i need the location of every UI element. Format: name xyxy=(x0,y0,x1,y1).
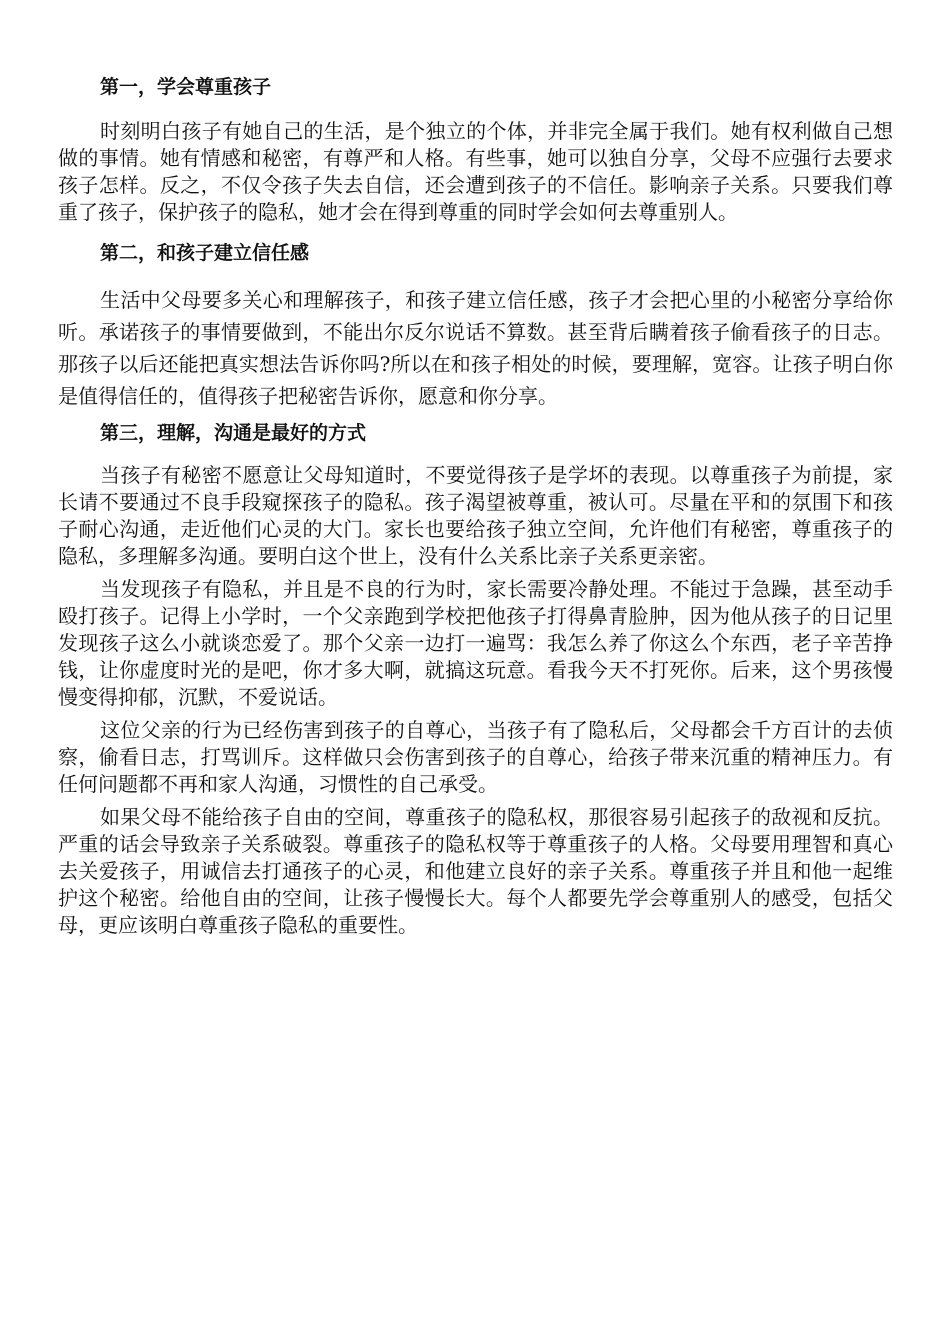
section-heading-3: 第三，理解，沟通是最好的方式 xyxy=(100,422,367,444)
document-body xyxy=(58,70,893,939)
section-2-paragraph-1: 生活中父母要多关心和理解孩子，和孩子建立信任感，孩子才会把心里的小秘密分享给你听。承诺孩子的事情要做到，不能出尔反尔说话不算数。甚至背后瞒着孩子偷看孩子的日志。那孩子以后还能把真实想法告诉你吗?所以在和孩子相处的时候，要理解，宽容。让孩子明白你是值得信任的，值得孩子把秘密告诉你，愿意和你分享。 xyxy=(58,288,893,408)
section-3-paragraph-4: 如果父母不能给孩子自由的空间，尊重孩子的隐私权，那很容易引起孩子的敌视和反抗。严重的话会导致亲子关系破裂。尊重孩子的隐私权等于尊重孩子的人格。父母要用理智和真心去关爱孩子，用诚信去打通孩子的心灵，和他建立良好的亲子关系。尊重孩子并且和他一起维护这个秘密。给他自由的空间，让孩子慢慢长大。每个人都要先学会尊重别人的感受，包括父母，更应该明白尊重孩子隐私的重要性。 xyxy=(58,805,893,937)
section-heading-1: 第一，学会尊重孩子 xyxy=(100,76,272,98)
section-3-paragraph-1: 当孩子有秘密不愿意让父母知道时，不要觉得孩子是学坏的表现。以尊重孩子为前提，家长请不要通过不良手段窥探孩子的隐私。孩子渴望被尊重，被认可。尽量在平和的氛围下和孩子耐心沟通，走近他们心灵的大门。家长也要给孩子独立空间，允许他们有秘密，尊重孩子的隐私，多理解多沟通。要明白这个世上，没有什么关系比亲子关系更亲密。 xyxy=(58,463,893,568)
section-heading-2: 第二，和孩子建立信任感 xyxy=(100,242,310,264)
section-1-paragraph-1: 时刻明白孩子有她自己的生活，是个独立的个体，并非完全属于我们。她有权利做自己想做的事情。她有情感和秘密，有尊严和人格。有些事，她可以独自分享，父母不应强行去要求孩子怎样。反之，不仅令孩子失去自信，还会遭到孩子的不信任。影响亲子关系。只要我们尊重了孩子，保护孩子的隐私，她才会在得到尊重的同时学会如何去尊重别人。 xyxy=(58,119,893,224)
section-3-paragraph-2: 当发现孩子有隐私，并且是不良的行为时，家长需要冷静处理。不能过于急躁，甚至动手殴打孩子。记得上小学时，一个父亲跑到学校把他孩子打得鼻青脸肿，因为他从孩子的日记里发现孩子这么小就谈恋爱了。那个父亲一边打一遍骂：我怎么养了你这么个东西，老子辛苦挣钱，让你虚度时光的是吧，你才多大啊，就搞这玩意。看我今天不打死你。后来，这个男孩慢慢变得抑郁，沉默，不爱说话。 xyxy=(58,577,893,709)
section-3-paragraph-3: 这位父亲的行为已经伤害到孩子的自尊心，当孩子有了隐私后，父母都会千方百计的去侦察，偷看日志，打骂训斥。这样做只会伤害到孩子的自尊心，给孩子带来沉重的精神压力。有任何问题都不再和家人沟通，习惯性的自己承受。 xyxy=(58,718,893,796)
